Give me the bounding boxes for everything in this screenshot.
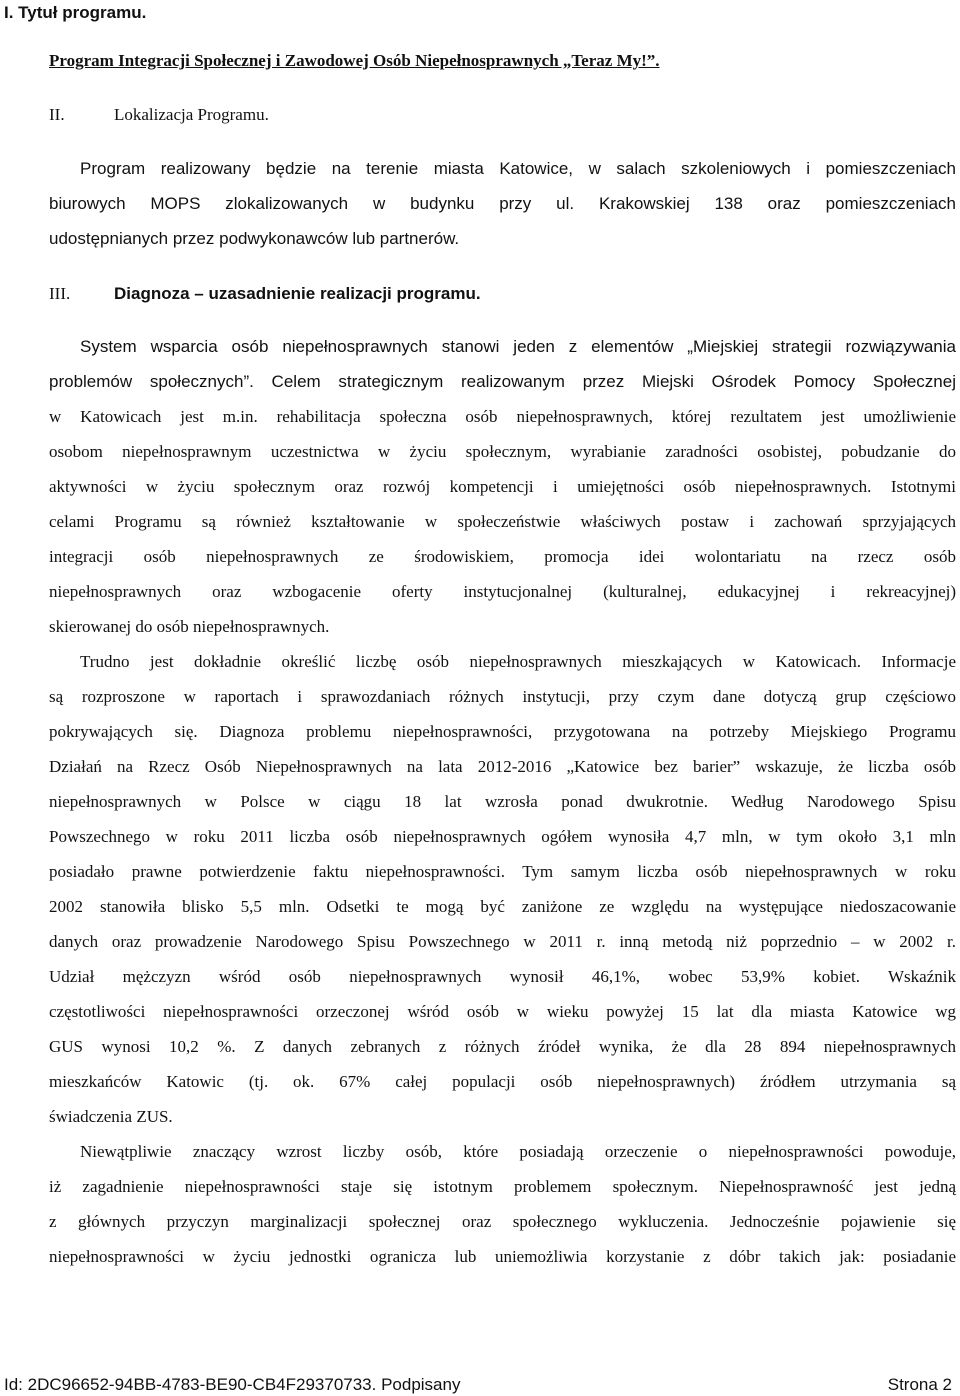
paragraph-1-line: problemów społecznych”. Celem strategicznym realizowanym przez Miejski Ośrodek Pomocy Społecznej — [49, 372, 956, 391]
footer-document-id: Id: 2DC96652-94BB-4783-BE90-CB4F29370733. Podpisany — [4, 1375, 461, 1394]
paragraph-2-line: częstotliwości niepełnosprawności orzeczonej wśród osób w wieku powyżej 15 lat dla miasta Katowice wg — [49, 1002, 956, 1021]
paragraph-2-line: posiadało prawne potwierdzenie faktu niepełnosprawności. Tym samym liczba osób niepełnosprawnych w roku — [49, 862, 956, 881]
paragraph-2-line: Trudno jest dokładnie określić liczbę osób niepełnosprawnych mieszkających w Katowicach. Informacje — [80, 652, 956, 671]
paragraph-2-line: Udział mężczyzn wśród osób niepełnosprawnych wynosił 46,1%, wobec 53,9% kobiet. Wskaźnik — [49, 967, 956, 986]
paragraph-3-line: z głównych przyczyn marginalizacji społecznej oraz społecznego wykluczenia. Jednocześnie pojawienie się — [49, 1212, 956, 1231]
paragraph-1-line: w Katowicach jest m.in. rehabilitacja społeczna osób niepełnosprawnych, której rezultatem jest umożliwienie — [49, 407, 956, 426]
footer-page-number: Strona 2 — [887, 1375, 952, 1394]
paragraph-2-line: danych oraz prowadzenie Narodowego Spisu Powszechnego w 2011 r. inną metodą niż poprzednio – w 2002 r. — [49, 932, 956, 951]
section-2-line: Program realizowany będzie na terenie miasta Katowice, w salach szkoleniowych i pomieszczeniach — [80, 159, 956, 178]
paragraph-2-line: niepełnosprawnych w Polsce w ciągu 18 lat wzrosła ponad dwukrotnie. Według Narodowego Spisu — [49, 792, 956, 811]
paragraph-2-line: świadczenia ZUS. — [49, 1107, 173, 1126]
paragraph-2-line: Działań na Rzecz Osób Niepełnosprawnych na lata 2012-2016 „Katowice bez barier” wskazuje, że liczba osób — [49, 757, 956, 776]
paragraph-3-line: iż zagadnienie niepełnosprawności staje się istotnym problemem społecznym. Niepełnosprawność jest jedną — [49, 1177, 956, 1196]
paragraph-1-line: System wsparcia osób niepełnosprawnych stanowi jeden z elementów „Miejskiej strategii rozwiązywania — [80, 337, 956, 356]
section-2-number: II. — [49, 105, 65, 124]
paragraph-3-line: Niewątpliwie znaczący wzrost liczby osób, które posiadają orzeczenie o niepełnosprawności powoduje, — [80, 1142, 956, 1161]
paragraph-1-line: integracji osób niepełnosprawnych ze środowiskiem, promocja idei wolontariatu na rzecz osób — [49, 547, 956, 566]
paragraph-1-line: niepełnosprawnych oraz wzbogacenie oferty instytucjonalnej (kulturalnej, edukacyjnej i rekreacyjnej) — [49, 582, 956, 601]
paragraph-2-line: są rozproszone w raportach i sprawozdaniach różnych instytucji, przy czym dane dotyczą grup częściowo — [49, 687, 956, 706]
paragraph-1-line: aktywności w życiu społecznym oraz rozwój kompetencji i umiejętności osób niepełnosprawnych. Istotnymi — [49, 477, 956, 496]
paragraph-1-line: celami Programu są również kształtowanie w społeczeństwie właściwych postaw i zachowań sprzyjających — [49, 512, 956, 531]
paragraph-2-line: 2002 stanowiła blisko 5,5 mln. Odsetki te mogą być zaniżone ze względu na występujące niedoszacowanie — [49, 897, 956, 916]
paragraph-2-line: Powszechnego w roku 2011 liczba osób niepełnosprawnych ogółem wynosiła 4,7 mln, w tym około 3,1 mln — [49, 827, 956, 846]
paragraph-2-line: GUS wynosi 10,2 %. Z danych zebranych z różnych źródeł wynika, że dla 28 894 niepełnosprawnych — [49, 1037, 956, 1056]
paragraph-2-line: mieszkańców Katowic (tj. ok. 67% całej populacji osób niepełnosprawnych) źródłem utrzymania są — [49, 1072, 956, 1091]
program-title: Program Integracji Społecznej i Zawodowej Osób Niepełnosprawnych „Teraz My!”. — [49, 51, 660, 70]
section-3-heading: Diagnoza – uzasadnienie realizacji programu. — [114, 284, 481, 303]
paragraph-1-line: skierowanej do osób niepełnosprawnych. — [49, 617, 330, 636]
paragraph-3-line: niepełnosprawności w życiu jednostki ogranicza lub uniemożliwia korzystanie z dóbr takich jak: posiadanie — [49, 1247, 956, 1266]
section-2-line: biurowych MOPS zlokalizowanych w budynku przy ul. Krakowskiej 138 oraz pomieszczeniach — [49, 194, 956, 213]
paragraph-1-line: osobom niepełnosprawnym uczestnictwa w życiu społecznym, wyrabianie zaradności osobistej, pobudzanie do — [49, 442, 956, 461]
section-1-heading: I. Tytuł programu. — [4, 3, 147, 22]
section-2-heading: Lokalizacja Programu. — [114, 105, 269, 124]
section-2-line: udostępnianych przez podwykonawców lub partnerów. — [49, 229, 460, 248]
paragraph-2-line: pokrywających się. Diagnoza problemu niepełnosprawności, przygotowana na potrzeby Miejskiego Programu — [49, 722, 956, 741]
section-3-number: III. — [49, 284, 71, 303]
